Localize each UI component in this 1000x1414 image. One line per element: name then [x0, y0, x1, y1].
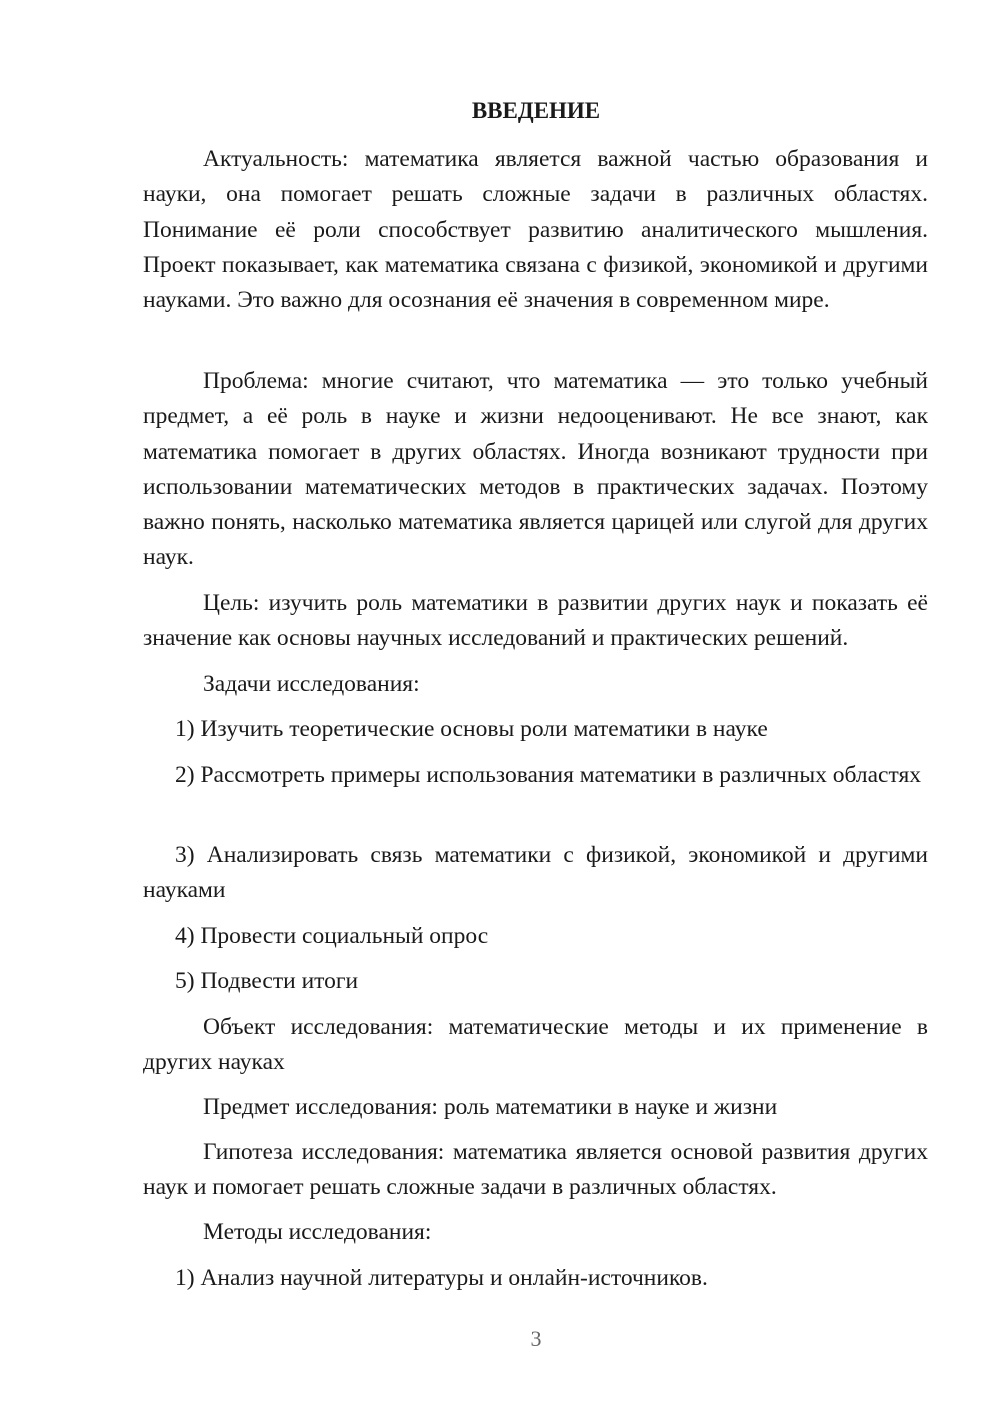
paragraph-problem: Проблема: многие считают, что математика — это только учебный предмет, а её роль в науке и жизни недооценивают. Не все знают, как математика помогает в других областях. Иногда возникают трудности при использовании математических методов в практических задачах. Поэтому важно понять, насколько математика является царицей или слугой для других наук.	[143, 368, 928, 571]
paragraph-relevance: Актуальность: математика является важной частью образования и науки, она помогает решать сложные задачи в различных областях. Понимание её роли способствует развитию аналитического мышления. Проект показывает, как математика связана с физикой, экономикой и другими науками. Это важно для осознания её значения в современном мире.	[143, 146, 928, 314]
tasks-heading: Задачи исследования:	[203, 671, 420, 697]
list-item-task: 1) Изучить теоретические основы роли математики в науке	[175, 716, 768, 742]
list-item-task: 2) Рассмотреть примеры использования математики в различных областях	[175, 762, 922, 788]
list-item-method: 1) Анализ научной литературы и онлайн-источников.	[175, 1265, 708, 1291]
methods-heading: Методы исследования:	[203, 1219, 432, 1245]
list-item-task: 3) Анализировать связь математики с физикой, экономикой и другими науками	[143, 842, 928, 904]
list-item-task: 4) Провести социальный опрос	[175, 923, 489, 949]
page-number: 3	[530, 1326, 542, 1351]
paragraph-object: Объект исследования: математические методы и их применение в других науках	[143, 1014, 928, 1076]
list-item-task: 5) Подвести итоги	[175, 968, 359, 994]
paragraph-subject: Предмет исследования: роль математики в науке и жизни	[203, 1094, 778, 1120]
section-heading: ВВЕДЕНИЕ	[471, 98, 601, 123]
paragraph-hypothesis: Гипотеза исследования: математика является основой развития других наук и помогает решать сложные задачи в различных областях.	[143, 1139, 928, 1201]
paragraph-goal: Цель: изучить роль математики в развитии других наук и показать её значение как основы научных исследований и практических решений.	[143, 590, 928, 652]
